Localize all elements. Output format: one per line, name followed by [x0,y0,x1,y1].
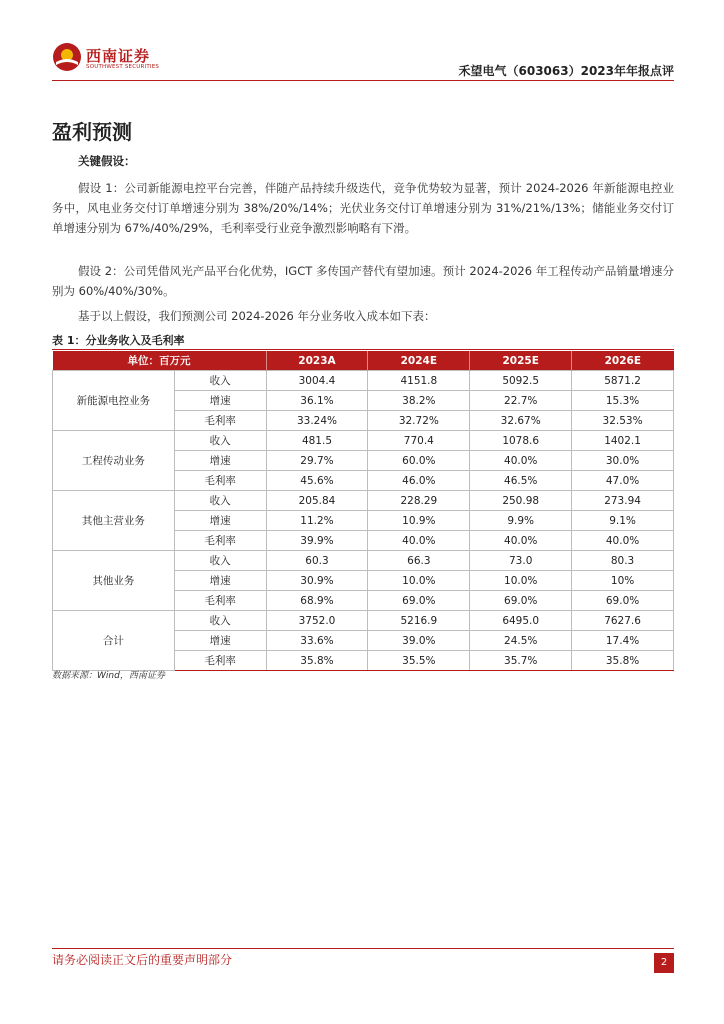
column-header: 2026E [572,351,674,371]
table-cell: 30.0% [572,451,674,471]
metric-label: 收入 [174,551,266,571]
table-cell: 35.7% [470,651,572,671]
table-cell: 1402.1 [572,431,674,451]
table-cell: 46.5% [470,471,572,491]
table-caption: 表 1：分业务收入及毛利率 [52,334,185,347]
table-cell: 69.0% [572,591,674,611]
table-cell: 5216.9 [368,611,470,631]
company-logo [52,42,162,76]
table-row [53,611,674,631]
footer-disclaimer: 请务必阅读正文后的重要声明部分 [52,953,233,967]
table-cell: 17.4% [572,631,674,651]
assumption-paragraph-1: 假设 1：公司新能源电控平台完善，伴随产品持续升级迭代，竞争优势较为显著，预计 2024-2026 年新能源电控业务中，风电业务交付订单增速分别为 38%/20%/14%；光伏业务交付订单增速分别为 31%/21%/13%；储能业务交付订单增速分别为 67%/40%/29%，毛利率受行业竞争激烈影响略有下滑。 [52,181,674,235]
metric-label: 增速 [174,511,266,531]
column-header: 2024E [368,351,470,371]
table-header-row [53,351,674,371]
revenue-margin-table [52,351,674,671]
table-cell: 32.72% [368,411,470,431]
metric-label: 毛利率 [174,531,266,551]
table-cell: 11.2% [266,511,368,531]
table-cell: 228.29 [368,491,470,511]
table-cell: 15.3% [572,391,674,411]
table-cell: 40.0% [572,531,674,551]
metric-label: 毛利率 [174,411,266,431]
metric-label: 增速 [174,451,266,471]
section-title: 盈利预测 [52,120,132,144]
table-cell: 39.0% [368,631,470,651]
table-cell: 36.1% [266,391,368,411]
table-cell: 35.8% [266,651,368,671]
forecast-intro-paragraph: 基于以上假设，我们预测公司 2024-2026 年分业务收入成本如下表： [78,309,436,323]
table-top-rule [52,349,674,350]
table-cell: 35.8% [572,651,674,671]
table-row [53,431,674,451]
table-cell: 73.0 [470,551,572,571]
table-cell: 4151.8 [368,371,470,391]
metric-label: 收入 [174,431,266,451]
table-cell: 40.0% [470,451,572,471]
table-cell: 10.9% [368,511,470,531]
table-cell: 481.5 [266,431,368,451]
table-cell: 46.0% [368,471,470,491]
table-row [53,491,674,511]
section-subtitle: 关键假设： [78,154,136,168]
table-cell: 3752.0 [266,611,368,631]
segment-name: 新能源电控业务 [53,371,175,431]
table-cell: 33.24% [266,411,368,431]
table-cell: 24.5% [470,631,572,651]
table-cell: 80.3 [572,551,674,571]
table-cell: 33.6% [266,631,368,651]
table-cell: 205.84 [266,491,368,511]
segment-name: 合计 [53,611,175,671]
page-number: 2 [654,953,674,973]
table-cell: 60.3 [266,551,368,571]
table-cell: 3004.4 [266,371,368,391]
table-cell: 9.9% [470,511,572,531]
table-cell: 1078.6 [470,431,572,451]
table-cell: 40.0% [368,531,470,551]
data-source-note: 数据来源：Wind，西南证券 [52,671,165,681]
document-title: 禾望电气（603063）2023年年报点评 [458,64,674,78]
table-cell: 35.5% [368,651,470,671]
table-cell: 9.1% [572,511,674,531]
metric-label: 增速 [174,391,266,411]
metric-label: 毛利率 [174,591,266,611]
table-cell: 6495.0 [470,611,572,631]
table-cell: 770.4 [368,431,470,451]
column-header: 2025E [470,351,572,371]
segment-name: 工程传动业务 [53,431,175,491]
column-header: 2023A [266,351,368,371]
footer-divider [52,948,674,949]
table-cell: 45.6% [266,471,368,491]
table-cell: 5092.5 [470,371,572,391]
table-cell: 47.0% [572,471,674,491]
table-cell: 38.2% [368,391,470,411]
logo-en-text: SOUTHWEST SECURITIES [86,64,160,70]
table-cell: 39.9% [266,531,368,551]
table-cell: 32.67% [470,411,572,431]
table-cell: 30.9% [266,571,368,591]
metric-label: 增速 [174,631,266,651]
table-cell: 10.0% [470,571,572,591]
unit-header: 单位：百万元 [53,351,267,371]
table-cell: 5871.2 [572,371,674,391]
header-divider [52,80,674,81]
metric-label: 毛利率 [174,651,266,671]
table-cell: 32.53% [572,411,674,431]
table-cell: 69.0% [470,591,572,611]
table-cell: 7627.6 [572,611,674,631]
page-header [52,40,674,80]
table-cell: 60.0% [368,451,470,471]
metric-label: 增速 [174,571,266,591]
metric-label: 毛利率 [174,471,266,491]
table-cell: 10% [572,571,674,591]
assumption-paragraph-2: 假设 2：公司凭借风光产品平台化优势，IGCT 多传国产替代有望加速。预计 2024-2026 年工程传动产品销量增速分别为 60%/40%/30%。 [52,264,674,298]
metric-label: 收入 [174,371,266,391]
table-cell: 273.94 [572,491,674,511]
table-cell: 69.0% [368,591,470,611]
table-cell: 10.0% [368,571,470,591]
table-row [53,371,674,391]
table-cell: 68.9% [266,591,368,611]
table-row [53,551,674,571]
metric-label: 收入 [174,491,266,511]
logo-cn-text: 西南证券 [86,47,151,65]
segment-name: 其他主营业务 [53,491,175,551]
table-cell: 29.7% [266,451,368,471]
metric-label: 收入 [174,611,266,631]
table-cell: 40.0% [470,531,572,551]
segment-name: 其他业务 [53,551,175,611]
sun-logo-icon [52,42,82,72]
table-cell: 22.7% [470,391,572,411]
table-cell: 250.98 [470,491,572,511]
table-cell: 66.3 [368,551,470,571]
